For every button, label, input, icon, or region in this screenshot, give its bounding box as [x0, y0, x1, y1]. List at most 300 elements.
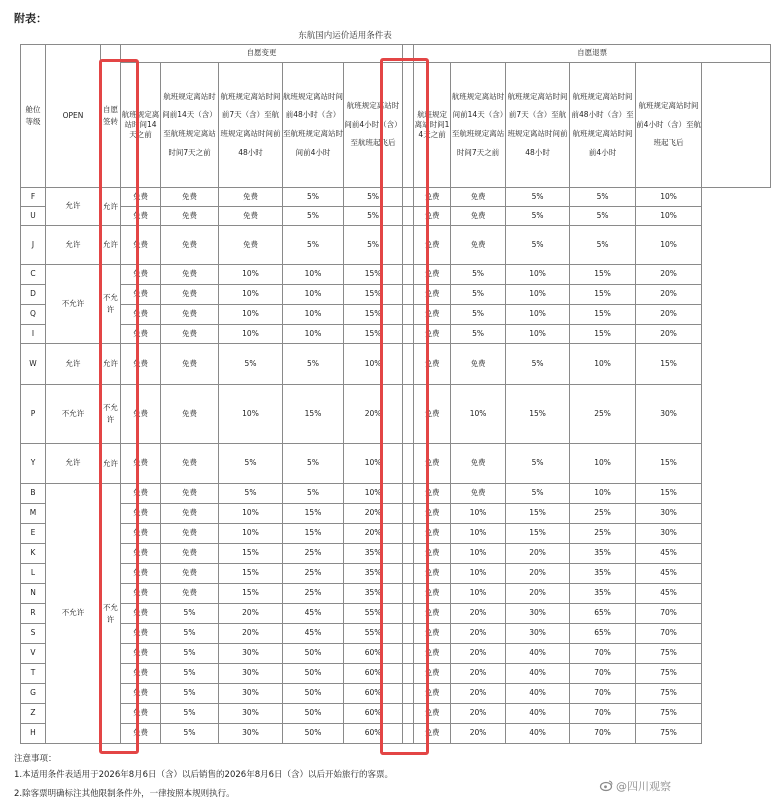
change-fee-cell-label: 免费 — [133, 508, 148, 518]
refund-fee-cell-label: 20% — [469, 688, 487, 698]
refund-fee-cell-label: 10% — [660, 210, 677, 220]
spacer-cell — [403, 226, 414, 265]
refund-fee-cell — [451, 385, 506, 444]
change-fee-cell-label: 15% — [364, 309, 382, 319]
header-change-period-5 — [344, 63, 403, 188]
header-refund-period-2 — [451, 63, 506, 188]
refund-fee-cell — [451, 644, 506, 664]
change-fee-cell — [344, 325, 403, 344]
table-row — [21, 584, 771, 604]
change-fee-cell-label: 免费 — [133, 648, 148, 658]
change-fee-cell — [283, 207, 344, 226]
cabin-cell-label: G — [30, 688, 36, 698]
endorse-cell — [101, 265, 121, 344]
change-fee-cell-label: 免费 — [133, 708, 148, 718]
change-fee-cell-label: 免费 — [182, 289, 197, 299]
cabin-cell-label: M — [29, 508, 37, 518]
refund-fee-cell — [414, 664, 451, 684]
spacer-cell — [403, 484, 414, 504]
change-fee-cell-label: 免费 — [133, 309, 148, 319]
cabin-cell — [21, 285, 46, 305]
refund-fee-cell-label: 10% — [469, 508, 487, 518]
open-cell — [46, 484, 101, 744]
refund-fee-cell — [636, 624, 702, 644]
cabin-cell-label: P — [30, 408, 36, 418]
header-endorse-label: 自愿签转 — [103, 105, 118, 126]
table-row — [21, 604, 771, 624]
change-fee-cell — [344, 207, 403, 226]
cabin-cell-label: S — [30, 628, 36, 638]
spacer-cell — [403, 724, 414, 744]
change-fee-cell — [121, 664, 161, 684]
header-refund-period-1-label: 航班规定离站时间14天之前 — [414, 109, 450, 140]
change-fee-cell-label: 5% — [183, 708, 196, 718]
header-refund-period-5-label: 航班规定离站时间前4小时（含）至航班起飞后 — [636, 101, 701, 148]
endorse-cell-label: 不允许 — [103, 602, 118, 624]
change-fee-cell — [344, 684, 403, 704]
change-fee-cell — [344, 484, 403, 504]
refund-fee-cell-label: 70% — [594, 648, 611, 658]
change-fee-cell — [283, 285, 344, 305]
change-fee-cell-label: 10% — [242, 408, 259, 418]
spacer-cell — [403, 664, 414, 684]
change-fee-cell — [121, 385, 161, 444]
refund-fee-cell — [506, 684, 570, 704]
change-fee-cell — [121, 644, 161, 664]
spacer-cell — [403, 385, 414, 444]
refund-fee-cell — [506, 285, 570, 305]
change-fee-cell — [283, 226, 344, 265]
refund-fee-cell — [570, 724, 636, 744]
change-fee-cell — [121, 524, 161, 544]
refund-fee-cell — [636, 724, 702, 744]
change-fee-cell — [219, 444, 283, 484]
change-fee-cell-label: 5% — [367, 191, 379, 201]
change-fee-cell-label: 5% — [183, 628, 196, 638]
header-spacer — [403, 45, 414, 63]
refund-fee-cell-label: 10% — [469, 568, 487, 578]
change-fee-cell-label: 5% — [244, 358, 257, 368]
header-change-period-5-label: 航班规定离站时间前4小时（含）至航班起飞后 — [344, 101, 402, 148]
refund-fee-cell-label: 45% — [660, 588, 677, 598]
refund-fee-cell — [636, 584, 702, 604]
change-fee-cell-label: 20% — [364, 408, 382, 418]
refund-fee-cell — [636, 444, 702, 484]
change-fee-cell — [121, 584, 161, 604]
spacer-cell — [403, 644, 414, 664]
refund-fee-cell — [414, 584, 451, 604]
refund-fee-cell — [451, 444, 506, 484]
refund-fee-cell — [570, 188, 636, 207]
change-fee-cell-label: 5% — [307, 358, 319, 368]
cabin-cell-label: I — [31, 328, 35, 338]
refund-fee-cell-label: 5% — [472, 328, 485, 338]
change-fee-cell-label: 55% — [364, 628, 382, 638]
refund-fee-cell-label: 免费 — [424, 289, 440, 299]
spacer-cell — [403, 325, 414, 344]
change-fee-cell-label: 35% — [364, 548, 382, 558]
cabin-cell — [21, 544, 46, 564]
refund-fee-cell — [570, 484, 636, 504]
refund-fee-cell — [506, 444, 570, 484]
change-fee-cell — [161, 544, 219, 564]
change-fee-cell-label: 30% — [242, 708, 259, 718]
change-fee-cell-label: 免费 — [133, 408, 148, 418]
refund-fee-cell-label: 10% — [469, 588, 487, 598]
refund-fee-cell-label: 免费 — [424, 488, 440, 498]
refund-fee-cell-label: 70% — [594, 728, 611, 738]
refund-fee-cell-label: 15% — [594, 309, 611, 319]
refund-fee-cell-label: 5% — [531, 191, 544, 201]
endorse-cell — [101, 188, 121, 226]
refund-fee-cell — [414, 484, 451, 504]
change-fee-cell-label: 35% — [364, 588, 382, 598]
refund-fee-cell — [570, 285, 636, 305]
cabin-cell-label: D — [30, 289, 36, 299]
refund-fee-cell-label: 25% — [594, 408, 611, 418]
refund-fee-cell — [414, 724, 451, 744]
refund-fee-cell-label: 免费 — [424, 239, 440, 249]
change-fee-cell-label: 5% — [307, 191, 319, 201]
refund-fee-cell-label: 40% — [529, 708, 546, 718]
change-fee-cell-label: 15% — [242, 588, 259, 598]
change-fee-cell — [283, 524, 344, 544]
refund-fee-cell — [570, 704, 636, 724]
change-fee-cell-label: 15% — [304, 508, 322, 518]
refund-fee-cell — [506, 664, 570, 684]
refund-fee-cell — [636, 524, 702, 544]
refund-fee-cell-label: 免费 — [424, 628, 440, 638]
refund-fee-cell-label: 5% — [531, 210, 544, 220]
cabin-cell — [21, 584, 46, 604]
open-cell — [46, 444, 101, 484]
refund-fee-cell-label: 70% — [594, 688, 611, 698]
refund-fee-cell-label: 免费 — [424, 269, 440, 279]
endorse-cell-label: 允许 — [103, 458, 118, 468]
change-fee-cell — [121, 504, 161, 524]
refund-fee-cell — [414, 188, 451, 207]
change-fee-cell — [344, 604, 403, 624]
refund-fee-cell — [414, 226, 451, 265]
refund-fee-cell — [451, 724, 506, 744]
header-voluntary-refund-label: 自愿退票 — [577, 48, 608, 58]
cabin-cell-label: C — [30, 269, 36, 279]
change-fee-cell-label: 免费 — [182, 458, 197, 468]
spacer-cell — [403, 305, 414, 325]
change-fee-cell-label: 免费 — [133, 608, 148, 618]
cabin-cell — [21, 724, 46, 744]
refund-fee-cell-label: 20% — [469, 628, 487, 638]
change-fee-cell — [283, 584, 344, 604]
cabin-cell — [21, 344, 46, 385]
change-fee-cell-label: 60% — [364, 648, 382, 658]
refund-fee-cell-label: 30% — [529, 628, 546, 638]
change-fee-cell — [161, 664, 219, 684]
refund-fee-cell-label: 免费 — [424, 328, 440, 338]
open-cell-label: 不允许 — [61, 298, 85, 308]
change-fee-cell-label: 60% — [364, 668, 382, 678]
endorse-cell-label: 不允许 — [103, 293, 118, 314]
spacer-cell — [403, 544, 414, 564]
change-fee-cell — [283, 344, 344, 385]
change-fee-cell — [344, 385, 403, 444]
refund-fee-cell-label: 20% — [529, 568, 546, 578]
watermark — [600, 778, 671, 794]
refund-fee-cell-label: 20% — [469, 608, 487, 618]
table-row — [21, 684, 771, 704]
refund-fee-cell — [570, 265, 636, 285]
refund-fee-cell-label: 5% — [596, 191, 609, 201]
cabin-cell — [21, 604, 46, 624]
header-change-period-2-label: 航班规定离站时间前14天（含）至航班规定离站时间7天之前 — [162, 91, 217, 157]
change-fee-cell-label: 20% — [364, 508, 382, 518]
note-item-2: 2.除客票明确标注其他限制条件外，一律按照本规则执行。 — [14, 789, 235, 799]
change-fee-cell-label: 20% — [242, 628, 259, 638]
open-cell — [46, 344, 101, 385]
header-spacer-cell — [403, 63, 414, 188]
refund-fee-cell-label: 30% — [529, 608, 546, 618]
endorse-cell — [101, 226, 121, 265]
change-fee-cell-label: 35% — [364, 568, 382, 578]
header-refund-period-3-label: 航班规定离站时间前7天（含）至航班规定离站时间前48小时 — [507, 91, 568, 157]
refund-fee-cell-label: 30% — [660, 408, 677, 418]
change-fee-cell — [283, 724, 344, 744]
change-fee-cell-label: 20% — [242, 608, 259, 618]
refund-fee-cell-label: 15% — [660, 358, 677, 368]
refund-fee-cell — [451, 604, 506, 624]
change-fee-cell-label: 10% — [242, 289, 259, 299]
change-fee-cell — [219, 584, 283, 604]
header-cabin — [21, 45, 46, 188]
change-fee-cell — [344, 226, 403, 265]
endorse-cell-label: 不允许 — [103, 403, 118, 424]
refund-fee-cell-label: 20% — [469, 648, 487, 658]
header-refund-period-3 — [506, 63, 570, 188]
change-fee-cell-label: 免费 — [133, 328, 148, 338]
refund-fee-cell-label: 20% — [660, 309, 677, 319]
change-fee-cell-label: 免费 — [133, 668, 148, 678]
endorse-cell — [101, 484, 121, 744]
change-fee-cell-label: 免费 — [182, 358, 197, 368]
refund-fee-cell-label: 5% — [472, 269, 485, 279]
refund-fee-cell-label: 10% — [660, 191, 677, 201]
change-fee-cell-label: 15% — [364, 269, 382, 279]
change-fee-cell-label: 免费 — [243, 239, 258, 249]
refund-fee-cell-label: 5% — [596, 239, 609, 249]
change-fee-cell-label: 25% — [304, 588, 322, 598]
change-fee-cell-label: 免费 — [243, 191, 258, 201]
change-fee-cell-label: 10% — [304, 269, 322, 279]
change-fee-cell-label: 免费 — [133, 210, 148, 220]
table-row — [21, 305, 771, 325]
refund-fee-cell — [636, 704, 702, 724]
change-fee-cell-label: 10% — [364, 488, 382, 498]
refund-fee-cell — [636, 504, 702, 524]
refund-fee-cell-label: 5% — [596, 210, 609, 220]
refund-fee-cell — [570, 624, 636, 644]
change-fee-cell — [344, 504, 403, 524]
change-fee-cell — [283, 684, 344, 704]
refund-fee-cell-label: 70% — [660, 628, 677, 638]
change-fee-cell — [283, 504, 344, 524]
header-change-period-2 — [161, 63, 219, 188]
table-row — [21, 325, 771, 344]
refund-fee-cell-label: 45% — [660, 548, 677, 558]
spacer-cell — [403, 188, 414, 207]
change-fee-cell — [344, 704, 403, 724]
refund-fee-cell — [451, 325, 506, 344]
change-fee-cell-label: 30% — [242, 688, 259, 698]
change-fee-cell — [121, 188, 161, 207]
header-refund-period-4 — [570, 63, 636, 188]
change-fee-cell-label: 5% — [244, 458, 257, 468]
refund-fee-cell — [506, 524, 570, 544]
change-fee-cell-label: 10% — [242, 309, 259, 319]
refund-fee-cell — [451, 344, 506, 385]
refund-fee-cell — [636, 484, 702, 504]
change-fee-cell-label: 25% — [304, 568, 322, 578]
refund-fee-cell-label: 免费 — [424, 648, 440, 658]
change-fee-cell — [161, 305, 219, 325]
change-fee-cell — [344, 265, 403, 285]
change-fee-cell-label: 免费 — [133, 728, 148, 738]
change-fee-cell-label: 5% — [307, 210, 319, 220]
refund-fee-cell — [636, 564, 702, 584]
change-fee-cell — [161, 385, 219, 444]
change-fee-cell — [283, 664, 344, 684]
refund-fee-cell — [506, 226, 570, 265]
change-fee-cell-label: 55% — [364, 608, 382, 618]
change-fee-cell-label: 免费 — [182, 408, 197, 418]
refund-fee-cell-label: 免费 — [470, 210, 486, 220]
refund-fee-cell-label: 65% — [594, 608, 611, 618]
fare-table-body — [21, 188, 771, 744]
change-fee-cell-label: 15% — [304, 528, 322, 538]
spacer-cell — [403, 584, 414, 604]
refund-fee-cell-label: 10% — [529, 328, 546, 338]
header-change-period-3-label: 航班规定离站时间前7天（含）至航班规定离站时间前48小时 — [220, 91, 281, 157]
refund-fee-cell-label: 35% — [594, 568, 611, 578]
refund-fee-cell — [414, 325, 451, 344]
change-fee-cell-label: 10% — [242, 508, 259, 518]
cabin-cell — [21, 385, 46, 444]
refund-fee-cell-label: 65% — [594, 628, 611, 638]
refund-fee-cell-label: 10% — [594, 488, 611, 498]
change-fee-cell — [283, 265, 344, 285]
refund-fee-cell-label: 5% — [472, 289, 485, 299]
change-fee-cell-label: 5% — [183, 648, 196, 658]
change-fee-cell — [161, 325, 219, 344]
refund-fee-cell-label: 免费 — [424, 708, 440, 718]
refund-fee-cell — [570, 385, 636, 444]
change-fee-cell — [161, 684, 219, 704]
change-fee-cell-label: 45% — [304, 608, 322, 618]
refund-fee-cell — [506, 325, 570, 344]
refund-fee-cell-label: 10% — [529, 289, 546, 299]
cabin-cell — [21, 305, 46, 325]
refund-fee-cell-label: 20% — [660, 289, 677, 299]
refund-fee-cell-label: 5% — [531, 458, 544, 468]
change-fee-cell-label: 免费 — [182, 328, 197, 338]
change-fee-cell-label: 免费 — [133, 628, 148, 638]
change-fee-cell — [161, 704, 219, 724]
change-fee-cell — [121, 325, 161, 344]
cabin-cell — [21, 484, 46, 504]
change-fee-cell — [161, 226, 219, 265]
cabin-cell-label: E — [30, 528, 36, 538]
change-fee-cell-label: 免费 — [133, 458, 148, 468]
refund-fee-cell — [414, 644, 451, 664]
change-fee-cell — [121, 207, 161, 226]
change-fee-cell-label: 50% — [304, 708, 322, 718]
change-fee-cell — [344, 444, 403, 484]
open-cell — [46, 385, 101, 444]
endorse-cell-label: 允许 — [103, 359, 118, 368]
change-fee-cell — [283, 484, 344, 504]
change-fee-cell-label: 10% — [364, 458, 382, 468]
refund-fee-cell — [414, 504, 451, 524]
open-cell-label: 不允许 — [61, 408, 85, 418]
table-row — [21, 544, 771, 564]
change-fee-cell — [121, 724, 161, 744]
change-fee-cell — [283, 188, 344, 207]
refund-fee-cell — [506, 504, 570, 524]
refund-fee-cell — [506, 584, 570, 604]
table-row — [21, 484, 771, 504]
table-title: 东航国内运价适用条件表 — [298, 31, 392, 41]
change-fee-cell — [121, 265, 161, 285]
refund-fee-cell — [570, 226, 636, 265]
refund-fee-cell-label: 15% — [529, 508, 546, 518]
refund-fee-cell-label: 免费 — [424, 548, 440, 558]
refund-fee-cell — [570, 325, 636, 344]
spacer-cell — [403, 285, 414, 305]
cabin-cell — [21, 226, 46, 265]
refund-fee-cell — [570, 584, 636, 604]
cabin-cell-label: N — [30, 588, 36, 598]
refund-fee-cell-label: 10% — [594, 458, 611, 468]
change-fee-cell — [161, 504, 219, 524]
cabin-cell-label: Z — [30, 708, 36, 718]
change-fee-cell-label: 免费 — [133, 548, 148, 558]
change-fee-cell-label: 免费 — [133, 269, 148, 279]
header-refund-period-5 — [636, 63, 702, 188]
refund-fee-cell-label: 5% — [472, 309, 485, 319]
change-fee-cell — [219, 624, 283, 644]
change-fee-cell — [283, 325, 344, 344]
refund-fee-cell — [506, 385, 570, 444]
change-fee-cell-label: 50% — [304, 668, 322, 678]
change-fee-cell — [283, 385, 344, 444]
refund-fee-cell — [414, 207, 451, 226]
change-fee-cell — [161, 724, 219, 744]
change-fee-cell — [161, 524, 219, 544]
refund-fee-cell-label: 免费 — [424, 608, 440, 618]
refund-fee-cell — [451, 484, 506, 504]
change-fee-cell — [121, 604, 161, 624]
change-fee-cell — [283, 444, 344, 484]
spacer-cell — [403, 524, 414, 544]
change-fee-cell-label: 30% — [242, 728, 259, 738]
refund-fee-cell — [414, 704, 451, 724]
refund-fee-cell-label: 5% — [531, 488, 544, 498]
refund-fee-cell-label: 40% — [529, 668, 546, 678]
refund-fee-cell-label: 免费 — [424, 309, 440, 319]
cabin-cell-label: F — [30, 191, 36, 201]
cabin-cell — [21, 524, 46, 544]
change-fee-cell — [161, 584, 219, 604]
refund-fee-cell — [506, 484, 570, 504]
